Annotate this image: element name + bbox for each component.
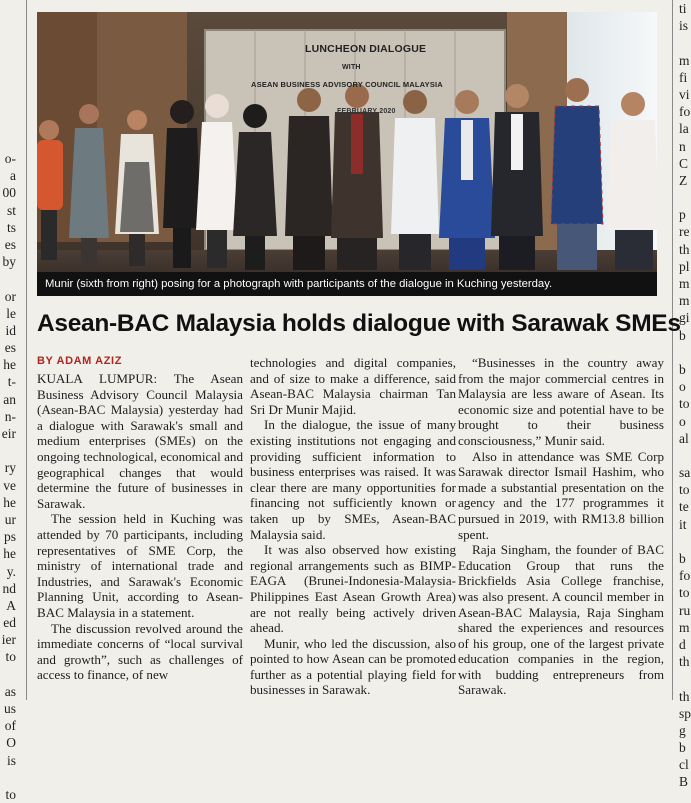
article-column-3: [458, 355, 664, 698]
left-sliver-line: ts: [6, 219, 16, 235]
right-sliver-line: g: [679, 722, 686, 738]
left-sliver-line: st: [6, 202, 16, 218]
article-byline: BY ADAM AZIZ: [37, 355, 123, 367]
left-sliver-line: is: [6, 752, 16, 768]
left-sliver-line: to: [5, 649, 16, 665]
right-sliver-line: B: [679, 774, 689, 790]
right-sliver-line: C: [679, 155, 689, 171]
right-sliver-line: n: [679, 138, 686, 154]
right-sliver-line: it: [679, 516, 687, 532]
column-rule-left: [26, 0, 27, 700]
left-sliver-line: [0, 270, 18, 287]
right-sliver-line: pl: [679, 258, 690, 274]
left-sliver-line: le: [6, 305, 16, 321]
backdrop-line-date: FEBRUARY 2020: [337, 108, 396, 115]
left-sliver-line: to: [5, 786, 16, 802]
right-sliver-line: fo: [679, 104, 691, 120]
left-sliver-line: n-: [4, 408, 16, 424]
right-sliver-line: b: [679, 740, 686, 756]
right-sliver-line: th: [679, 241, 690, 257]
left-sliver-line: ps: [3, 529, 16, 545]
left-sliver-line: ur: [4, 511, 16, 527]
column-3-paragraph-3: Raja Singham, the founder of BAC Education Group that runs the Brickfields Asia College franchise, was also present. A council member in Asean-BAC Malaysia, Raja Singham shared the experiences and resources of his group, one of the largest private education companies in the region, with budding entrepreneurs from Sarawak.: [458, 542, 664, 698]
right-sliver-line: m: [679, 276, 690, 291]
left-sliver-line: es: [4, 236, 16, 252]
left-sliver-line: by: [2, 254, 16, 270]
article-column-2: [250, 355, 456, 698]
left-sliver-line: t-: [7, 374, 16, 390]
right-sliver-line: re: [679, 224, 690, 240]
left-sliver-line: id: [5, 322, 16, 338]
left-sliver-line: he: [3, 494, 16, 510]
left-neighbour-column: [0, 150, 18, 803]
left-sliver-line: he: [3, 357, 16, 373]
right-sliver-line: ti: [679, 1, 687, 16]
left-sliver-line: as: [4, 683, 16, 699]
column-2-paragraph-3: It was also observed how existing regional arrangements such as BIMP-EAGA (Brunei-Indonesia-Malaysia-Philippines East Asean Growth Area) are not really being actively driven ahead.: [250, 542, 456, 636]
article-column-1: [37, 371, 243, 683]
left-sliver-line: A: [6, 597, 16, 613]
right-sliver-line: b: [679, 551, 686, 566]
backdrop-line-with: WITH: [342, 64, 361, 71]
left-sliver-line: o-: [4, 151, 16, 166]
right-sliver-line: te: [679, 499, 689, 515]
right-sliver-line: p: [679, 207, 686, 223]
right-sliver-line: o: [679, 413, 686, 429]
left-sliver-line: eir: [1, 426, 16, 441]
left-sliver-line: [0, 769, 18, 786]
left-sliver-line: nd: [2, 580, 16, 596]
right-sliver-line: [679, 447, 690, 464]
right-sliver-line: la: [679, 121, 689, 137]
right-sliver-line: [679, 344, 690, 361]
group-photo: [37, 12, 657, 295]
right-sliver-line: Z: [679, 172, 688, 188]
right-sliver-line: [679, 533, 690, 550]
backdrop-line-council: ASEAN BUSINESS ADVISORY COUNCIL MALAYSIA: [251, 80, 443, 89]
right-sliver-line: fo: [679, 568, 691, 584]
left-sliver-line: ry: [4, 460, 16, 476]
left-sliver-line: he: [3, 546, 16, 562]
left-sliver-line: ed: [3, 615, 16, 631]
column-3-paragraph-1: “Businesses in the country away from the major commercial centres in Malaysia are less aware of Asean. Its economic size and potential have to be brought to their business consciousness,” Munir said.: [458, 355, 664, 448]
right-sliver-line: m: [679, 293, 690, 309]
right-sliver-line: cl: [679, 757, 689, 773]
right-sliver-line: d: [679, 636, 686, 652]
photo-caption: Munir (sixth from right) posing for a photograph with participants of the dialogue in Kuching yesterday.: [37, 272, 657, 296]
column-1-paragraph-1: KUALA LUMPUR: The Asean Business Advisory Council Malaysia (Asean-BAC Malaysia) yesterday had a dialogue with Sarawak's small and medium enterprises (SMEs) on the ongoing technological, economical and geographical changes that would determine the future of businesses in Sarawak.: [37, 371, 243, 511]
left-sliver-line: y.: [6, 563, 16, 579]
right-sliver-line: b: [679, 327, 686, 343]
left-sliver-line: 00: [2, 185, 16, 201]
left-sliver-line: ve: [3, 477, 16, 493]
column-rule-right: [672, 0, 673, 700]
column-1-paragraph-2: The session held in Kuching was attended by 70 participants, including representatives of SME Corp, the ministry of international trade and Industries, and Sarawak's Economic Planning Unit, according to Asean-BAC Malaysia in a statement.: [37, 511, 243, 620]
left-sliver-line: us: [3, 701, 16, 716]
right-neighbour-column: [679, 0, 690, 791]
right-sliver-line: gi: [679, 310, 690, 326]
right-sliver-line: sa: [679, 465, 691, 481]
right-sliver-line: [679, 34, 690, 51]
left-sliver-line: [0, 442, 18, 459]
left-sliver-line: of: [4, 718, 16, 734]
right-sliver-line: is: [679, 18, 689, 34]
right-sliver-line: to: [679, 396, 690, 412]
backdrop-line-luncheon: LUNCHEON DIALOGUE: [305, 43, 427, 55]
right-sliver-line: [679, 189, 690, 206]
right-sliver-line: [679, 670, 690, 687]
right-sliver-line: b: [679, 361, 686, 377]
right-sliver-line: m: [679, 52, 690, 68]
column-2-paragraph-2: In the dialogue, the issue of many existing institutions not engaging and providing sufficient information to business enterprises was raised. It was clear there are many opportunities for financing not sufficiently known or taken up by SMEs, Asean-BAC Malaysia said.: [250, 417, 456, 542]
right-sliver-line: al: [679, 430, 689, 446]
left-sliver-line: es: [4, 340, 16, 356]
column-1-paragraph-3: The discussion revolved around the immediate concerns of “local survival and growth”, such as challenges of access to finance, of new: [37, 620, 243, 683]
right-sliver-line: to: [679, 482, 690, 498]
right-sliver-line: to: [679, 585, 690, 601]
column-3-paragraph-2: Also in attendance was SME Corp Sarawak director Ismail Hashim, who made a substantial presentation on the agency and the 177 programmes it pursued in 2019, with RM13.8 billion spent.: [458, 448, 664, 542]
left-sliver-line: [0, 666, 18, 683]
left-sliver-line: an: [3, 391, 16, 407]
left-sliver-line: ier: [1, 632, 16, 648]
left-sliver-line: or: [4, 288, 16, 304]
column-2-paragraph-4: Munir, who led the discussion, also pointed to how Asean can be promoted further as a potential playing field for businesses in Sarawak.: [250, 635, 456, 698]
right-sliver-line: vi: [679, 86, 690, 102]
left-sliver-line: O: [6, 735, 16, 751]
left-sliver-line: a: [10, 168, 16, 184]
article-headline: Asean-BAC Malaysia holds dialogue with Sarawak SMEs: [37, 310, 681, 337]
right-sliver-line: sp: [679, 705, 691, 721]
right-sliver-line: o: [679, 379, 686, 395]
right-sliver-line: m: [679, 619, 690, 635]
right-sliver-line: ru: [679, 602, 691, 618]
right-sliver-line: th: [679, 688, 690, 704]
right-sliver-line: fi: [679, 69, 688, 85]
right-sliver-line: th: [679, 654, 690, 670]
column-2-paragraph-1: technologies and digital companies, and of size to make a difference, said Asean-BAC Malaysia chairman Tan Sri Dr Munir Majid.: [250, 355, 456, 417]
